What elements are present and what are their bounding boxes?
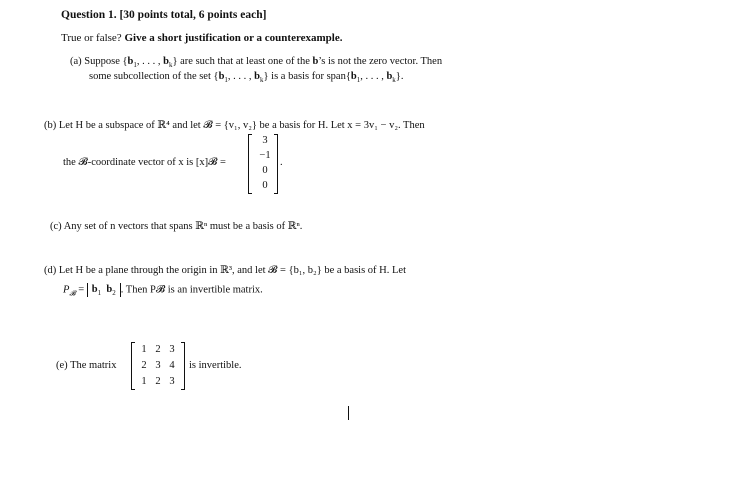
- part-e-prefix-text: The matrix: [70, 360, 117, 371]
- part-a-text-2b: } is a basis for span{: [263, 71, 351, 82]
- vector-entry: 0: [262, 180, 268, 191]
- instruction-plain: True or false?: [61, 32, 125, 44]
- matrix-cell: 1: [141, 376, 147, 387]
- part-b-label: (b): [44, 120, 57, 131]
- vector-left-bracket: [248, 134, 252, 194]
- part-e-prefix: [56, 361, 116, 372]
- instruction-bold: Give a short justification or a counterexample.: [124, 32, 343, 44]
- part-a-text-1c: ’s is not the zero vector. Then: [318, 56, 443, 67]
- part-b-line-1: [44, 121, 425, 132]
- matrix-cell: 2: [155, 376, 161, 387]
- vector-entry: 3: [262, 135, 268, 146]
- part-a-text-1a: Suppose {: [84, 56, 128, 67]
- vector-entry: 0: [262, 165, 268, 176]
- part-a-line-1: (a) Suppose {$b_1$, . . . , $b_k$} are such that at least one of the b’s is not the zero vector. Then: [70, 56, 443, 70]
- part-a-text-2a: some subcollection of the set {: [89, 71, 219, 82]
- matrix-right-bracket: [181, 342, 185, 390]
- vector-right-bracket: [274, 134, 278, 194]
- part-e-label: (e): [56, 360, 68, 371]
- vector-period: .: [280, 157, 283, 168]
- text-cursor: [348, 406, 349, 420]
- part-c-line: [50, 222, 302, 233]
- matrix-left-bracket: [131, 342, 135, 390]
- matrix-cell: 3: [155, 360, 161, 371]
- part-e-suffix: is invertible.: [189, 360, 242, 371]
- matrix-cell: 2: [155, 344, 161, 355]
- part-d-label: (d): [44, 265, 57, 276]
- part-a-label: (a): [70, 56, 82, 67]
- part-a-line-2: some subcollection of the set {$b_1$, . . . , $b_k$} is a basis for $span\{b_1$, . . . , $b_k$}.: [89, 71, 404, 85]
- part-d-text-2: . Then P𝓑 is an invertible matrix.: [120, 284, 263, 296]
- part-d-line-2: $P_𝓑 = b_1$ $b_2$ . Then P𝓑 is an invertible matrix.: [63, 284, 263, 298]
- matrix-cell: 4: [169, 360, 175, 371]
- part-c-label: (c): [50, 221, 62, 232]
- matrix-cell: 3: [169, 344, 175, 355]
- part-d-text-1: Let H be a plane through the origin in ℝ³, and let 𝓑 = {b₁, b₂} be a basis of H. Let: [58, 265, 407, 276]
- part-d-line-1: [44, 266, 406, 277]
- part-b-text-1: Let H be a subspace of ℝ⁴ and let 𝓑 = {v₁, v₂} be a basis for H. Let x = 3v₁ − v₂. Then: [58, 120, 425, 131]
- instruction-line: [61, 33, 343, 44]
- matrix-cell: 1: [141, 344, 147, 355]
- part-c-text: Any set of n vectors that spans ℝⁿ must be a basis of ℝⁿ.: [63, 221, 303, 232]
- vector-entry: −1: [259, 150, 271, 161]
- matrix-cell: 3: [169, 376, 175, 387]
- part-a-text-2c: }.: [395, 71, 404, 82]
- matrix-cell: 2: [141, 360, 147, 371]
- question-title: Question 1. [30 points total, 6 points each]: [61, 9, 267, 21]
- part-b-line-2: the 𝓑-coordinate vector of x is [x]𝓑 =: [63, 157, 226, 168]
- part-a-text-1b: } are such that at least one of the: [172, 56, 313, 67]
